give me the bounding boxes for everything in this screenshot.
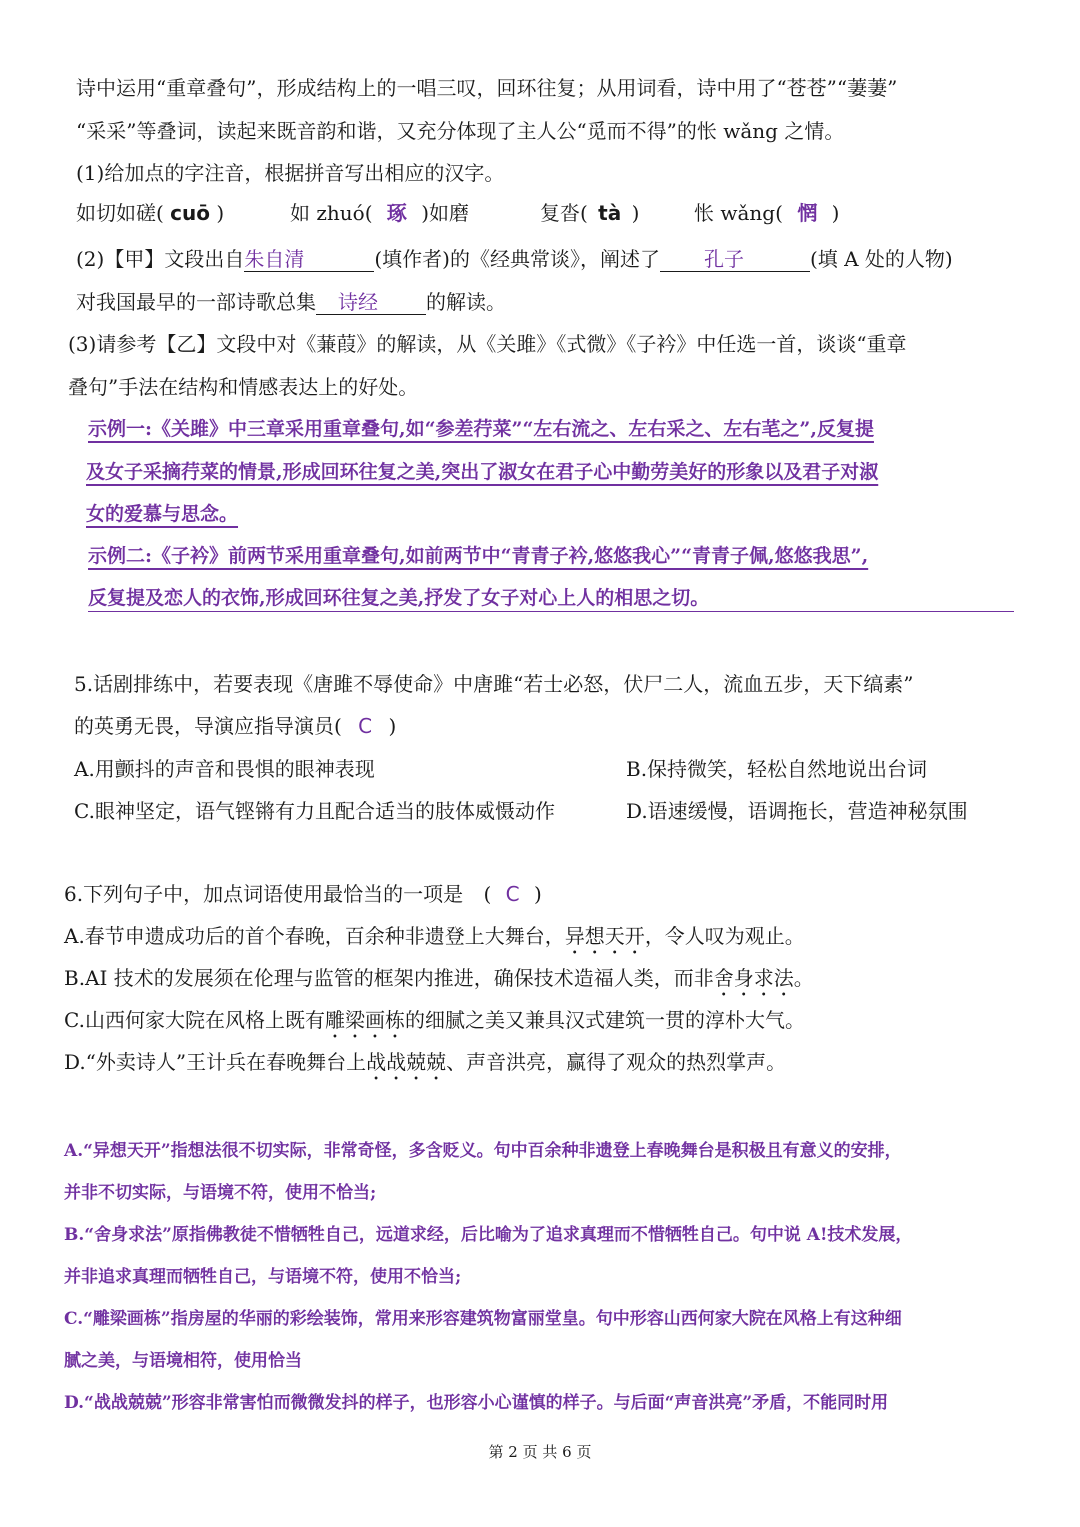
q5-stem-line-2 [74, 712, 396, 740]
hanzi-answer: 琢 [386, 201, 407, 225]
explanation-line-5: C.“雕梁画栋”指房屋的华丽的彩绘装饰，常用来形容建筑物富丽堂皇。句中形容山西何家大院在风格上有这种细 [64, 1309, 902, 1329]
prompt-text: (2)【甲】文段出自 [76, 247, 245, 271]
explanation-line-6: 腻之美，与语境相符，使用恰当 [64, 1351, 302, 1371]
q4-intro-line-1: 诗中运用“重章叠句”，形成结构上的一唱三叹，回环往复；从用词看，诗中用了“苍苍”“萋萋” [76, 76, 898, 100]
q6-option-d [64, 1048, 786, 1085]
stem-text: ( [483, 882, 492, 906]
stem-text: 的英勇无畏，导演应指导演员( [74, 714, 342, 738]
q5-option-d: D.语速缓慢，语调拖长，营造神秘氛围 [626, 799, 968, 823]
stem-text: ) [533, 882, 542, 906]
prompt-text: 的解读。 [426, 290, 506, 314]
stem-text: 6.下列句子中，加点词语使用最恰当的一项是 [64, 882, 464, 906]
q6-option-a [64, 922, 805, 959]
option-text: A.春节申遗成功后的首个春晚，百余种非遗登上大舞台， [64, 924, 565, 948]
q6-stem [64, 880, 542, 908]
option-text: 的细腻之美又兼具汉式建筑一贯的淳朴大气。 [404, 1008, 805, 1032]
option-text: ，令人叹为观止。 [644, 924, 805, 948]
q5-option-c: C.眼神坚定，语气铿锵有力且配合适当的肢体威慑动作 [74, 799, 555, 823]
pinyin-answer: cuō [170, 201, 211, 225]
person-blank [660, 247, 810, 272]
option-text: D.“外卖诗人”王计兵在春晚舞台上 [64, 1050, 367, 1074]
dotted-word: 战战兢兢 [366, 1050, 447, 1074]
q4-intro-line-2: “采采”等叠词，读起来既音韵和谐，又充分体现了主人公“觅而不得”的怅 wǎng 之情。 [76, 119, 845, 143]
stem-text: ) [388, 714, 397, 738]
prompt-text: (填 A 处的人物) [809, 247, 953, 271]
person-answer: 孔子 [703, 247, 744, 271]
book-blank [316, 290, 426, 315]
q4-sub3-prompt-2: 叠句”手法在结构和情感表达上的好处。 [68, 375, 419, 399]
book-answer: 诗经 [338, 290, 378, 314]
item-text: 怅 wǎng( [694, 201, 783, 225]
option-text: C.山西何家大院在风格上既有 [64, 1008, 325, 1032]
explanation-line-4: 并非追求真理而牺牲自己，与语境不符，使用不恰当; [64, 1267, 462, 1287]
q4-sub2-line-2 [76, 288, 506, 316]
dotted-word: 舍身求法 [713, 966, 794, 990]
option-text: 、声音洪亮，赢得了观众的热烈掌声。 [446, 1050, 787, 1074]
q4-sub3-answer-line-4: 示例二:《子衿》前两节采用重章叠句,如前两节中“青青子衿,悠悠我心”“青青子佩,悠悠我思”, [88, 545, 869, 567]
q6-answer: C [505, 882, 520, 906]
q4-sub3-answer-line-1: 示例一:《关雎》中三章采用重章叠句,如“参差荇菜”“左右流之、左右采之、左右芼之”,反复提 [88, 418, 874, 440]
q4-sub1-item-4 [694, 199, 839, 227]
explanation-line-3: B.“舍身求法”原指佛教徒不惜牺牲自己，远道求经，后比喻为了追求真理而不惜牺牲自己。句中说 A!技术发展， [64, 1225, 913, 1245]
q5-stem-line-1: 5.话剧排练中，若要表现《唐雎不辱使命》中唐雎“若士必怒，伏尸二人，流血五步，天下缟素” [74, 672, 914, 696]
q6-option-c [64, 1006, 805, 1043]
explanation-line-1: A.“异想天开”指想法很不切实际，非常奇怪，多含贬义。句中百余种非遗登上春晚舞台是积极且有意义的安排， [64, 1141, 902, 1161]
q4-sub1-prompt: (1)给加点的字注音，根据拼音写出相应的汉字。 [76, 161, 505, 185]
option-text: 。 [793, 966, 814, 990]
explanation-line-2: 并非不切实际，与语境不符，使用不恰当; [64, 1183, 377, 1203]
q4-sub1-item-3 [540, 199, 639, 227]
item-text: 复沓( [540, 201, 588, 225]
author-answer: 朱自清 [244, 247, 305, 271]
pinyin-answer: tà [598, 201, 622, 225]
q5-option-a: A.用颤抖的声音和畏惧的眼神表现 [74, 757, 375, 781]
hanzi-answer: 惘 [797, 201, 818, 225]
q4-sub3-answer-line-5: 反复提及恋人的衣饰,形成回环往复之美,抒发了女子对心上人的相思之切。 [88, 585, 1014, 612]
item-text: ) [631, 201, 640, 225]
dotted-word: 异想天开 [564, 924, 645, 948]
prompt-text: (填作者)的《经典常谈》，阐述了 [374, 247, 660, 271]
q5-option-b: B.保持微笑，轻松自然地说出台词 [626, 757, 928, 781]
q4-sub1-item-2 [290, 199, 469, 227]
q5-answer: C [358, 714, 373, 738]
item-text: )如磨 [421, 201, 470, 225]
q6-option-b [64, 964, 814, 1001]
dotted-word: 雕梁画栋 [324, 1008, 405, 1032]
q4-sub3-prompt-1: (3)请参考【乙】文段中对《蒹葭》的解读，从《关雎》《式微》《子衿》中任选一首，谈谈“重章 [68, 332, 907, 356]
q4-sub3-answer-line-2: 及女子采摘荇菜的情景,形成回环往复之美,突出了淑女在君子心中勤劳美好的形象以及君子对淑 [86, 461, 879, 483]
item-text: ) [216, 201, 225, 225]
option-text: B.AI 技术的发展须在伦理与监管的框架内推进，确保技术造福人类，而非 [64, 966, 714, 990]
q4-sub1-item-1 [76, 199, 224, 227]
q4-sub3-answer-line-3: 女的爱慕与思念。 [86, 503, 239, 525]
item-text: 如切如磋( [76, 201, 164, 225]
author-blank [244, 247, 374, 272]
item-text: ) [831, 201, 840, 225]
q4-sub2-line-1 [76, 245, 953, 273]
page-footer: 第 2 页 共 6 页 [488, 1443, 592, 1461]
item-text: 如 zhuó( [290, 201, 373, 225]
explanation-line-7: D.“战战兢兢”形容非常害怕而微微发抖的样子，也形容小心谨慎的样子。与后面“声音洪亮”矛盾，不能同时用 [64, 1393, 889, 1413]
prompt-text: 对我国最早的一部诗歌总集 [76, 290, 316, 314]
